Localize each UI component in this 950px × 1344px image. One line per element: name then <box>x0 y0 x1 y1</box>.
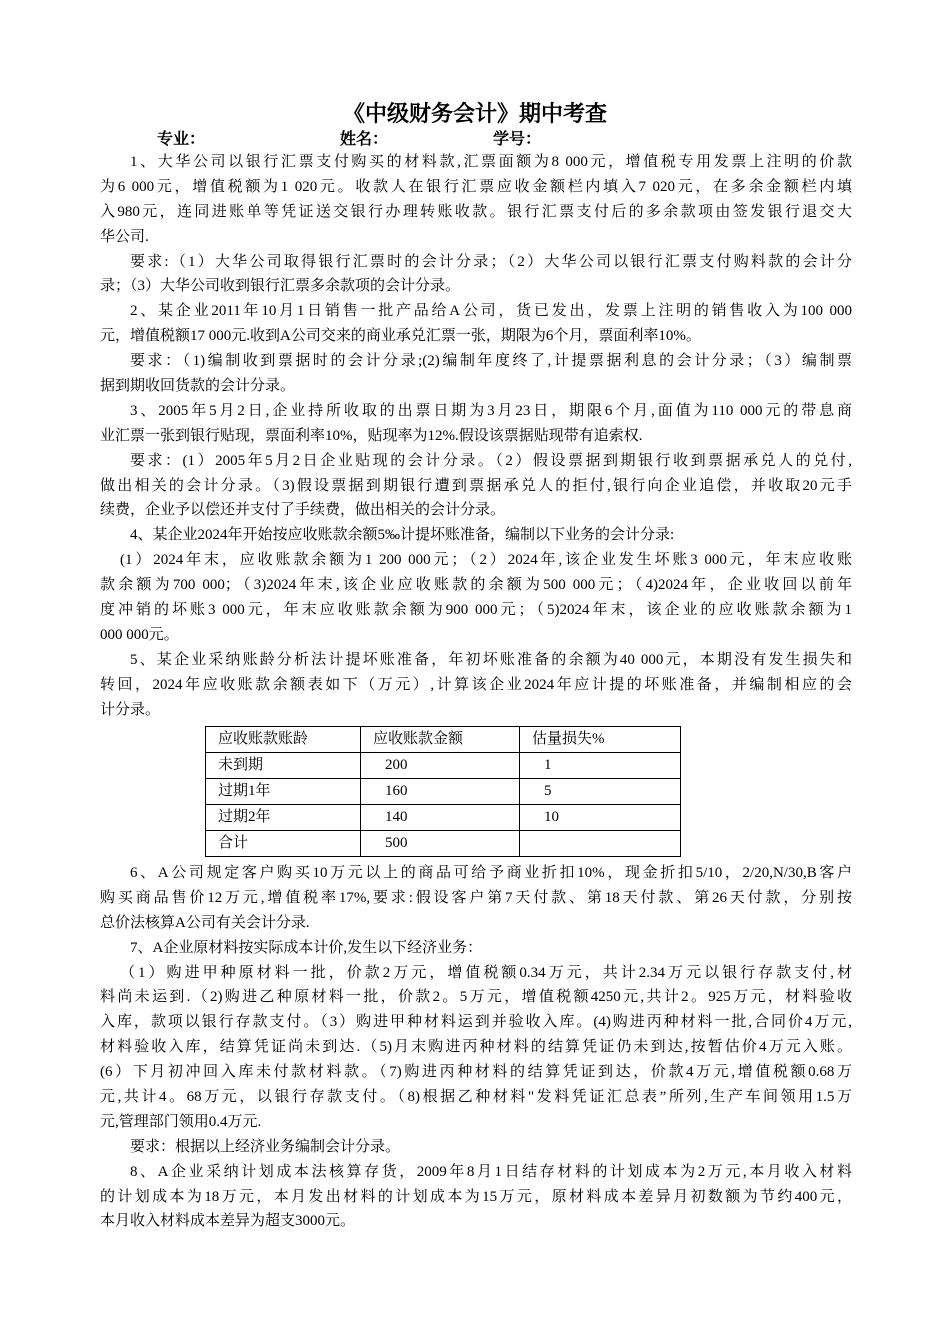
question-paragraph <box>100 299 852 349</box>
table-cell: 过期1年 <box>206 779 361 805</box>
text-line: 本月收入材料成本差异为超支3000元。 <box>100 1213 356 1230</box>
question-paragraph <box>100 1135 852 1160</box>
table-header-cell: 应收账款金额 <box>361 727 520 753</box>
text-line: 3、2005年5月2日,企业持所收取的出票日期为3月23日，期限6个月,面值为110 000元的带息商 <box>130 402 852 419</box>
table-cell: 200 <box>361 753 520 779</box>
table-cell: 未到期 <box>206 753 361 779</box>
text-line: 做出相关的会计分录。（3)假设票据到期银行遭到票据承兑人的拒付,银行向企业追偿，并收取20元手 <box>100 477 852 494</box>
text-line: 计分录。 <box>100 701 161 718</box>
text-line: 转回，2024年应收账款余额表如下（万元）,计算该企业2024年应计提的坏账准备，并编制相应的会 <box>100 676 852 693</box>
question-paragraph <box>100 861 852 936</box>
question-paragraph <box>100 449 852 524</box>
text-line: (6）下月初冲回入库未付款材料款。（7)购进丙种材料的结算凭证到达，价款4万元,增值税额0.68万 <box>100 1064 852 1081</box>
text-line: 6、A公司规定客户购买10万元以上的商品可给予商业折扣10%，现金折扣5/10，2/20,N/30,B客户 <box>130 865 852 882</box>
text-line: (1）2024年末，应收账款余额为1 200 000元；（2）2024年,该企业发生坏账3 000元，年末应收账 <box>120 552 852 569</box>
text-line: 元,管理部门领用0.4万元. <box>100 1113 262 1130</box>
question-paragraph <box>100 349 852 399</box>
text-line: （1）购进甲种原材料一批，价款2万元，增值税额0.34万元，共计2.34万元以银行存款支付,材 <box>120 964 852 981</box>
table-cell: 140 <box>361 805 520 831</box>
table-header-cell: 估量损失% <box>520 727 681 753</box>
table-cell: 1 <box>520 753 681 779</box>
text-line: 5、某企业采纳账龄分析法计提坏账准备，年初坏账准备的余额为40 000元，本期没有发生损失和 <box>130 651 852 668</box>
table-cell: 5 <box>520 779 681 805</box>
table-cell <box>520 831 681 857</box>
text-line: 度冲销的坏账3 000元，年末应收账款余额为900 000元；（5)2024年末，该企业的应收账款余额为1 <box>100 602 852 619</box>
text-line: 入980元，连同进账单等凭证送交银行办理转账收款。银行汇票支付后的多余款项由签发银行退交大 <box>100 203 852 220</box>
table-cell: 过期2年 <box>206 805 361 831</box>
text-line: 要求：(1）2005年5月2日企业贴现的会计分录。（2）假设票据到期银行收到票据承兑人的兑付, <box>130 452 852 469</box>
text-line: 购买商品售价12万元,增值税率17%,要求:假设客户第7天付款、第18天付款、第26天付款，分别按 <box>100 889 852 906</box>
question-paragraph <box>100 523 852 548</box>
text-line: 录；（3）大华公司收到银行汇票多余款项的会计分录。 <box>100 278 461 295</box>
text-line: 为6 000元，增值税额为1 020元。收款人在银行汇票应收金额栏内填入7 020元，在多余金额栏内填 <box>100 178 852 195</box>
table-header-row <box>206 727 681 753</box>
text-line: 4、某企业2024年开始按应收账款余额5‰计提坏账准备，编制以下业务的会计分录: <box>130 527 675 544</box>
text-line: 续费，企业予以偿还并支付了手续费，做出相关的会计分录。 <box>100 502 506 519</box>
text-line: 料尚未运到.（2)购进乙种原材料一批，价款2。5万元，增值税额4250元,共计2。925万元，材料验收 <box>100 989 852 1006</box>
table-row <box>206 779 681 805</box>
table-row <box>206 805 681 831</box>
text-line: 总价法核算A公司有关会计分录. <box>100 914 310 931</box>
question-paragraph <box>100 936 852 961</box>
text-line: 2、某企业2011年10月1日销售一批产品给A公司，货已发出，发票上注明的销售收入为100 000 <box>130 303 852 320</box>
text-line: 要求：（1)编制收到票据时的会计分录;(2)编制年度终了,计提票据利息的会计分录；（3）编制票 <box>130 353 852 370</box>
question-paragraph <box>100 648 852 723</box>
text-line: 业汇票一张到银行贴现，票面利率10%，贴现率为12%.假设该票据贴现带有追索权. <box>100 427 643 444</box>
text-line: 华公司. <box>100 228 149 245</box>
text-line: 的计划成本为18万元，本月发出材料的计划成本为15万元，原材料成本差异月初数额为节约400元， <box>100 1188 852 1205</box>
question-paragraph <box>100 548 852 648</box>
question-paragraph <box>100 250 852 300</box>
text-line: 要求:（1）大华公司取得银行汇票时的会计分录；（2）大华公司以银行汇票支付购料款的会计分 <box>130 253 852 270</box>
question-paragraph <box>100 399 852 449</box>
name-label: 姓名： <box>340 129 389 148</box>
question-paragraph <box>100 961 852 1135</box>
text-line: 材料验收入库，结算凭证尚未到达.（5)月末购进丙种材料的结算凭证仍未到达,按暂估价4万元入账。 <box>100 1039 852 1056</box>
text-line: 1、大华公司以银行汇票支付购买的材料款,汇票面额为8 000元，增值税专用发票上注明的价款 <box>130 154 852 170</box>
student-id-label: 学号： <box>493 129 542 148</box>
text-line: 据到期收回货款的会计分录。 <box>100 378 296 395</box>
document-title: 《中级财务会计》期中考查 <box>342 102 607 127</box>
text-line: 8、A企业采纳计划成本法核算存货，2009年8月1日结存材料的计划成本为2万元,本月收入材料 <box>130 1163 852 1180</box>
text-line: 要求：根据以上经济业务编制会计分录。 <box>130 1138 401 1155</box>
question-paragraph <box>100 150 852 250</box>
text-line: 000 000元。 <box>100 626 179 643</box>
table-cell: 500 <box>361 831 520 857</box>
table-cell: 合计 <box>206 831 361 857</box>
text-line: 元，增值税额17 000元.收到A公司交来的商业承兑汇票一张，期限为6个月，票面利率10%。 <box>100 328 701 345</box>
table-header-cell: 应收账款账龄 <box>206 727 361 753</box>
document-body <box>100 150 852 1234</box>
major-label: 专业： <box>157 129 206 148</box>
table-row <box>206 753 681 779</box>
text-line: 元,共计4。68万元，以银行存款支付。（8)根据乙种材料"发料凭证汇总表”所列,生产车间领用1.5万 <box>100 1089 852 1106</box>
table-cell: 160 <box>361 779 520 805</box>
table-row <box>206 831 681 857</box>
text-line: 7、A企业原材料按实际成本计价,发生以下经济业务： <box>130 939 483 956</box>
table-cell: 10 <box>520 805 681 831</box>
text-line: 入库，款项以银行存款支付。（3）购进甲种材料运到并验收入库。(4)购进丙种材料一批,合同价4万元, <box>100 1014 852 1031</box>
text-line: 款余额为700 000；（3)2024年末,该企业应收账款的余额为500 000元；（4)2024年，企业收回以前年 <box>100 577 852 594</box>
aging-table <box>205 726 681 857</box>
question-paragraph <box>100 1160 852 1235</box>
